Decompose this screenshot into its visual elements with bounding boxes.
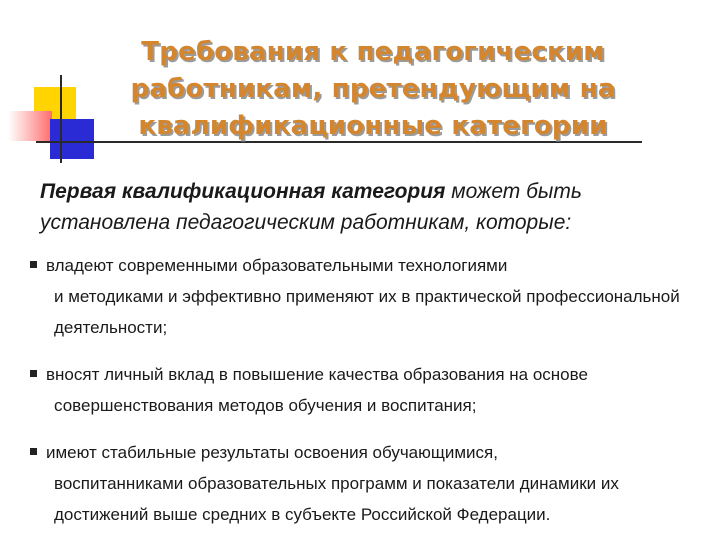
- bullet-square-icon: [30, 261, 37, 268]
- intro-paragraph: [40, 176, 700, 238]
- list-item-first-line: вносят личный вклад в повышение качества образования на основе: [46, 365, 588, 384]
- intro-text: может быть установлена педагогическим работникам, которые:: [40, 180, 582, 234]
- intro-emphasis: Первая квалификационная категория: [40, 180, 446, 203]
- list-item-continuation: и методиками и эффективно применяют их в практической профессиональной деятельности;: [54, 287, 680, 337]
- list-item: [30, 250, 700, 343]
- decor-red-gradient-bar: [8, 111, 52, 141]
- list-item-continuation: воспитанниками образовательных программ и показатели динамики их достижений выше средних в субъекте Российской Федерации.: [54, 474, 619, 524]
- list-item-first-line: имеют стабильные результаты освоения обучающимися,: [46, 443, 498, 462]
- decor-vertical-line: [60, 75, 62, 163]
- bullet-square-icon: [30, 370, 37, 377]
- bullet-square-icon: [30, 448, 37, 455]
- list-item-continuation: совершенствования методов обучения и воспитания;: [54, 396, 477, 415]
- slide-title: Требования к педагогическим работникам, претендующим на квалификационные категории: [130, 37, 616, 141]
- list-item: [30, 437, 700, 530]
- list-item-first-line: владеют современными образовательными технологиями: [46, 256, 508, 275]
- list-item: [30, 359, 700, 421]
- requirements-list: [30, 250, 700, 530]
